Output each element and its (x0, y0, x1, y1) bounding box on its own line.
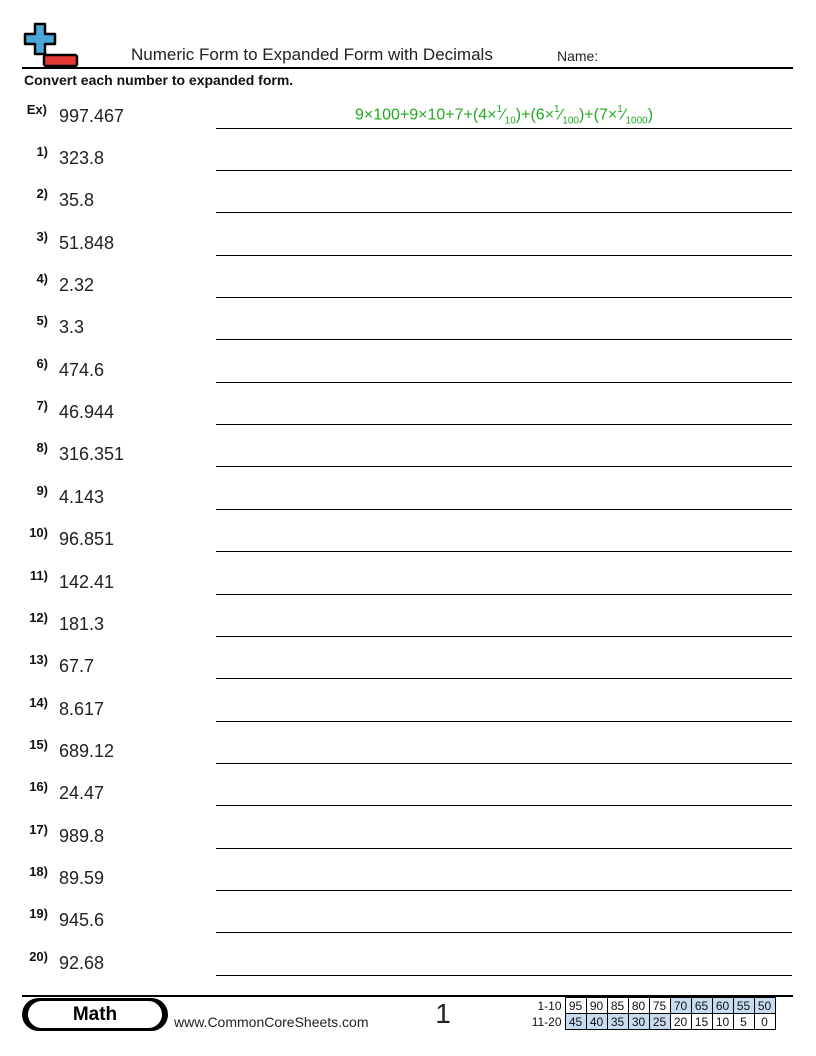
problem-value: 181.3 (59, 614, 105, 634)
problem-number: 18) (29, 864, 48, 879)
answer-line[interactable] (216, 551, 792, 552)
answer-line[interactable] (216, 763, 792, 764)
answer-numerator: 1 (554, 104, 560, 115)
problem-12 (0, 608, 816, 650)
problem-number: 8) (36, 440, 48, 455)
problem-13 (0, 650, 816, 692)
problem-number: 13) (29, 652, 48, 667)
answer-line[interactable] (216, 721, 792, 722)
problem-value: 35.8 (59, 190, 95, 210)
score-row (529, 998, 775, 1014)
score-cell: 55 (733, 998, 754, 1014)
answer-numerator: 1 (496, 104, 502, 115)
example-label: Ex) (26, 102, 47, 117)
problem-value: 46.944 (59, 402, 115, 422)
example-problem (0, 100, 816, 142)
problem-number: 10) (29, 525, 48, 540)
problem-value: 323.8 (59, 148, 105, 168)
problem-value: 4.143 (59, 487, 105, 507)
answer-part: 9×100+9×10+7+(4× (354, 106, 497, 124)
problem-18 (0, 862, 816, 904)
score-cell: 0 (754, 1014, 775, 1030)
score-cell: 40 (586, 1014, 607, 1030)
problem-value: 3.3 (59, 317, 85, 337)
problem-number: 6) (36, 356, 48, 371)
problem-4 (0, 269, 816, 311)
problem-value: 92.68 (59, 953, 105, 973)
problem-10 (0, 523, 816, 565)
answer-part: )+(7× (578, 106, 618, 124)
answer-line[interactable] (216, 805, 792, 806)
problem-value: 945.6 (59, 910, 105, 930)
score-cell: 85 (607, 998, 628, 1014)
problem-value: 24.47 (59, 783, 105, 803)
answer-line[interactable] (216, 466, 792, 467)
answer-line[interactable] (216, 509, 792, 510)
problem-number: 5) (36, 313, 48, 328)
subject-badge (22, 998, 168, 1031)
problem-14 (0, 693, 816, 735)
problem-value: 316.351 (59, 444, 125, 464)
problem-number: 17) (29, 822, 48, 837)
answer-line[interactable] (216, 975, 792, 976)
problem-9 (0, 481, 816, 523)
answer-denominator: 10 (504, 115, 516, 127)
answer-line[interactable] (216, 424, 792, 425)
score-cell: 20 (670, 1014, 691, 1030)
score-cell: 60 (712, 998, 733, 1014)
problem-6 (0, 354, 816, 396)
instructions: Convert each number to expanded form. (24, 72, 294, 88)
problem-16 (0, 777, 816, 819)
problem-value: 142.41 (59, 572, 115, 592)
problem-3 (0, 227, 816, 269)
problem-value: 689.12 (59, 741, 115, 761)
score-cell: 50 (754, 998, 775, 1014)
problem-7 (0, 396, 816, 438)
problem-value: 8.617 (59, 699, 105, 719)
problem-number: 16) (29, 779, 48, 794)
problem-value: 67.7 (59, 656, 95, 676)
problem-value: 96.851 (59, 529, 115, 549)
answer-line[interactable] (216, 255, 792, 256)
score-cell: 90 (586, 998, 607, 1014)
problem-value: 474.6 (59, 360, 105, 380)
score-cell: 25 (649, 1014, 670, 1030)
problem-2 (0, 184, 816, 226)
score-cell: 5 (733, 1014, 754, 1030)
subject-label: Math (28, 1001, 162, 1028)
problem-11 (0, 566, 816, 608)
problem-5 (0, 311, 816, 353)
answer-part: ) (647, 106, 654, 124)
problem-15 (0, 735, 816, 777)
answer-slash: ⁄ (622, 106, 626, 124)
page-number: 1 (435, 998, 451, 1029)
answer-line (216, 128, 792, 129)
score-cell: 15 (691, 1014, 712, 1030)
score-cell: 95 (565, 998, 586, 1014)
answer-part: )+(6× (515, 106, 555, 124)
problem-19 (0, 904, 816, 946)
problem-value: 89.59 (59, 868, 105, 888)
answer-line[interactable] (216, 170, 792, 171)
answer-line[interactable] (216, 339, 792, 340)
score-row-label: 1-10 (537, 998, 562, 1013)
score-row-label: 11-20 (531, 1014, 562, 1029)
header-divider (22, 67, 793, 69)
score-cell: 35 (607, 1014, 628, 1030)
problem-number: 20) (29, 949, 48, 964)
problem-value: 51.848 (59, 233, 115, 253)
problem-8 (0, 438, 816, 480)
problem-number: 15) (29, 737, 48, 752)
example-answer (216, 105, 792, 127)
name-label: Name: (557, 48, 599, 64)
answer-line[interactable] (216, 636, 792, 637)
problem-17 (0, 820, 816, 862)
score-cell: 75 (649, 998, 670, 1014)
problem-number: 2) (36, 186, 48, 201)
answer-line[interactable] (216, 212, 792, 213)
answer-slash: ⁄ (559, 106, 563, 124)
answer-line[interactable] (216, 932, 792, 933)
problem-number: 12) (29, 610, 48, 625)
answer-line[interactable] (216, 848, 792, 849)
answer-line[interactable] (216, 594, 792, 595)
problem-number: 14) (29, 695, 48, 710)
score-cell: 45 (565, 1014, 586, 1030)
site-url: www.CommonCoreSheets.com (174, 1014, 369, 1030)
problem-number: 7) (36, 398, 48, 413)
problem-number: 3) (36, 229, 48, 244)
problem-1 (0, 142, 816, 184)
score-cell: 70 (670, 998, 691, 1014)
problem-20 (0, 947, 816, 989)
plus-minus-icon (22, 22, 80, 68)
answer-denominator: 100 (562, 115, 579, 127)
problem-number: 4) (36, 271, 48, 286)
problem-value: 2.32 (59, 275, 95, 295)
page-title: Numeric Form to Expanded Form with Decimals (131, 45, 493, 64)
problem-number: 1) (36, 144, 48, 159)
score-row (529, 1014, 775, 1030)
score-cell: 80 (628, 998, 649, 1014)
score-cell: 10 (712, 1014, 733, 1030)
problem-number: 19) (29, 906, 48, 921)
score-cell: 65 (691, 998, 712, 1014)
score-cell: 30 (628, 1014, 649, 1030)
problem-number: 9) (36, 483, 48, 498)
problem-value: 989.8 (59, 826, 105, 846)
example-value: 997.467 (59, 106, 125, 126)
answer-slash: ⁄ (502, 106, 505, 124)
answer-line[interactable] (216, 678, 792, 679)
problem-number: 11) (29, 568, 48, 583)
answer-line[interactable] (216, 890, 792, 891)
answer-numerator: 1 (617, 104, 623, 115)
answer-denominator: 1000 (625, 115, 648, 127)
score-table (529, 997, 776, 1030)
answer-line[interactable] (216, 382, 792, 383)
answer-line[interactable] (216, 297, 792, 298)
